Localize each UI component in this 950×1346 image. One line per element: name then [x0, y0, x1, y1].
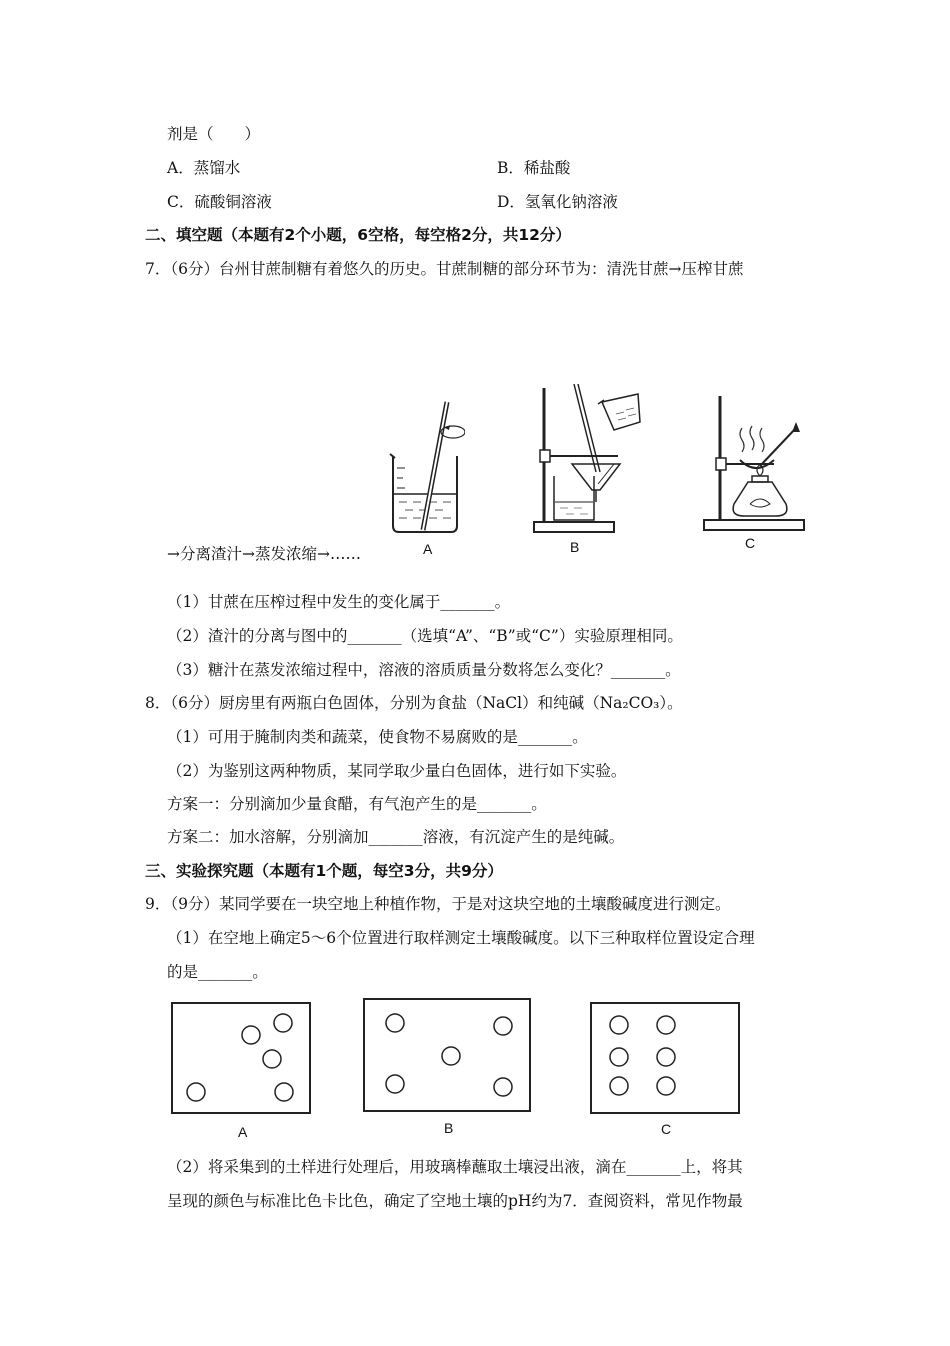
q7-figure-label-c: C	[745, 535, 756, 551]
section-2-title: 二、填空题（本题有2个小题，6空格，每空格2分，共12分）	[145, 226, 571, 244]
sampling-layout-a	[171, 1002, 311, 1114]
q8-plan-1: 方案一：分别滴加少量食醋，有气泡产生的是_______。	[167, 795, 547, 813]
q9-figure-label-a: A	[238, 1124, 248, 1140]
q9-sub1-line2: 的是_______。	[167, 963, 268, 981]
q7-flow-tail: →分离渣汁→蒸发浓缩→……	[167, 545, 361, 563]
filtration-figure	[528, 380, 648, 535]
q9-figure-label-b: B	[444, 1120, 454, 1136]
q7-sub-3: （3）糖汁在蒸发浓缩过程中，溶液的溶质质量分数将怎么变化？_______。	[167, 661, 681, 679]
q8-sub-2: （2）为鉴别这两种物质，某同学取少量白色固体，进行如下实验。	[167, 762, 627, 780]
q6-option-d: D．氢氧化钠溶液	[497, 193, 618, 211]
q6-option-c: C．硫酸铜溶液	[167, 193, 272, 211]
q7-figure-label-b: B	[570, 539, 580, 555]
q9-sub2-line1: （2）将采集到的土样进行处理后，用玻璃棒蘸取土壤浸出液，滴在_______上，将其	[167, 1158, 743, 1176]
q8-stem: 8．（6分）厨房里有两瓶白色固体，分别为食盐（NaCl）和纯碱（Na₂CO₃）。	[145, 694, 683, 712]
beaker-stirring-figure	[385, 398, 465, 538]
sampling-layout-b	[363, 998, 531, 1112]
q6-stem-tail: 剂是（ ）	[167, 125, 261, 143]
q9-sub1-line1: （1）在空地上确定5～6个位置进行取样测定土壤酸碱度。以下三种取样位置设定合理	[167, 929, 755, 947]
q8-plan-2: 方案二：加水溶解，分别滴加_______溶液，有沉淀产生的是纯碱。	[167, 828, 625, 846]
q7-figure-label-a: A	[423, 541, 433, 557]
q7-sub-1: （1）甘蔗在压榨过程中发生的变化属于_______。	[167, 593, 511, 611]
sampling-layout-c	[590, 1002, 740, 1114]
q9-figure-label-c: C	[661, 1121, 672, 1137]
evaporation-figure	[700, 392, 810, 532]
q9-sub2-line2: 呈现的颜色与标准比色卡比色，确定了空地土壤的pH约为7．查阅资料，常见作物最	[167, 1192, 743, 1210]
q7-sub-2: （2）渣汁的分离与图中的_______（选填“A”、“B”或“C”）实验原理相同。	[167, 627, 683, 645]
q9-stem: 9．（9分）某同学要在一块空地上种植作物，于是对这块空地的土壤酸碱度进行测定。	[145, 895, 731, 913]
q8-sub-1: （1）可用于腌制肉类和蔬菜，使食物不易腐败的是_______。	[167, 728, 588, 746]
q6-option-a: A．蒸馏水	[167, 159, 241, 177]
q6-option-b: B．稀盐酸	[497, 159, 571, 177]
section-3-title: 三、实验探究题（本题有1个题，每空3分，共9分）	[145, 862, 503, 880]
q7-stem: 7．（6分）台州甘蔗制糖有着悠久的历史。甘蔗制糖的部分环节为：清洗甘蔗→压榨甘蔗	[145, 260, 744, 278]
